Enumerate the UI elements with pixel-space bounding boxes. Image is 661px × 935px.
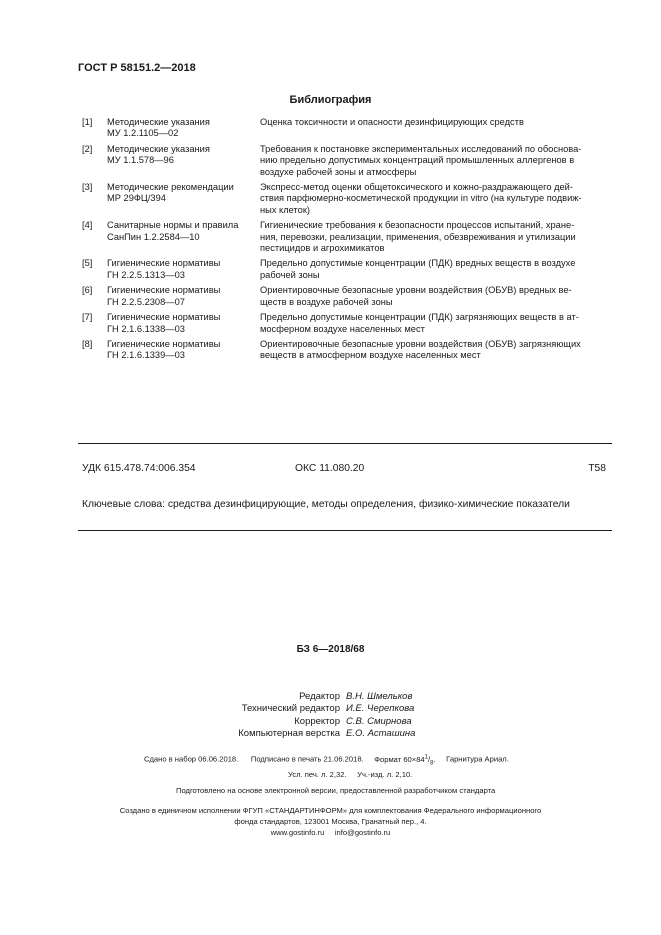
entry-description: Предельно допустимые концентрации (ПДК) вредных веществ в воздухе рабочей зоны <box>260 258 576 280</box>
entry-source: Гигиенические нормативы ГН 2.2.5.1313—03 <box>107 258 221 280</box>
print-info-line1: Сдано в набор 06.06.2018. Подписано в печать 21.06.2018. Формат $60\times 84^1/_8$. Гарнитура Ариал. <box>144 754 509 767</box>
bibliography-title: Библиография <box>289 94 372 106</box>
credits <box>218 691 415 741</box>
publisher-website[interactable]: www.gostinfo.ru <box>270 828 325 837</box>
bibliography-entry <box>82 117 610 140</box>
entry-source: Гигиенические нормативы ГН 2.1.6.1338—03 <box>107 312 221 334</box>
bibliography-list <box>82 117 610 362</box>
entry-source: Гигиенические нормативы ГН 2.1.6.1339—03 <box>107 338 221 361</box>
document-header: ГОСТ Р 58151.2—2018 <box>78 62 196 74</box>
credit-layout: Компьютерная верстка Е.О. Асташина <box>238 728 416 740</box>
print-info-line2: Усл. печ. л. 2,32. Уч.-изд. л. 2,10. <box>288 770 413 780</box>
entry-number: [1] <box>82 117 93 127</box>
publisher-email[interactable]: info@gostinfo.ru <box>334 828 391 837</box>
entry-source: Санитарные нормы и правила СанПин 1.2.2584—10 <box>107 220 239 242</box>
entry-description: Предельно допустимые концентрации (ПДК) загрязняющих веществ в ат- мосферном воздухе населенных мест <box>260 312 579 334</box>
credit-proofreader: Корректор С.В. Смирнова <box>294 715 412 727</box>
bibliography-entry <box>82 220 610 254</box>
bibliography-entry <box>82 339 610 362</box>
bibliography-entry <box>82 258 610 281</box>
publisher-info: Создано в единичном исполнении ФГУП «СТАНДАРТИНФОРМ» для комплектования Федерального информационного фонда стандартов, 123001 Москва, Гранатный пер., 4. www.gostinfo.ru info@gostinfo.ru <box>119 806 542 837</box>
credit-tech-editor: Технический редактор И.Е. Черепкова <box>241 703 415 715</box>
entry-number: [2] <box>82 143 93 154</box>
bz-number: БЗ 6—2018/68 <box>296 644 365 655</box>
credit-editor: Редактор В.Н. Шмельков <box>299 691 413 702</box>
format-info: Формат $60\times 84^1/_8$. <box>374 754 436 767</box>
entry-number: [4] <box>82 220 93 231</box>
entry-description: Ориентировочные безопасные уровни воздействия (ОБУВ) загрязняющих веществ в атмосферном воздухе населенных мест <box>260 338 581 361</box>
bibliography-entry <box>82 312 610 335</box>
entry-source: Методические указания МУ 1.1.578—96 <box>107 143 210 166</box>
entry-number: [5] <box>82 258 93 269</box>
bibliography-entry <box>82 182 610 216</box>
bibliography-entry <box>82 285 610 308</box>
entry-number: [6] <box>82 285 93 296</box>
print-info <box>144 752 614 780</box>
entry-number: [3] <box>82 182 93 193</box>
entry-description: Требования к постановке экспериментальных исследований по обоснова- нию предельно допустимых концентраций промышленных аллергенов в воздухе рабочей зоны и атмосферы <box>260 143 582 177</box>
entry-description: Оценка токсичности и опасности дезинфицирующих средств <box>260 117 524 127</box>
entry-source: Методические указания МУ 1.2.1105—02 <box>107 117 210 139</box>
oks-code: ОКС 11.080.20 <box>295 463 365 474</box>
entry-source: Методические рекомендации МР 29ФЦ/394 <box>107 182 234 204</box>
entry-number: [8] <box>82 338 93 349</box>
bottom-divider <box>78 530 612 531</box>
entry-number: [7] <box>82 312 93 323</box>
entry-source: Гигиенические нормативы ГН 2.2.5.2308—07 <box>107 285 221 307</box>
prepared-note: Подготовлено на основе электронной версии, предоставленной разработчиком стандарта <box>176 786 496 795</box>
entry-description: Ориентировочные безопасные уровни воздействия (ОБУВ) вредных ве- ществ в воздухе рабочей зоны <box>260 285 572 307</box>
entry-description: Экспресс-метод оценки общетоксического и кожно-раздражающего дей- ствия парфюмерно-косметической продукции in vitro (на культуре подвиж- ных клеток) <box>260 182 582 215</box>
entry-description: Гигиенические требования к безопасности процессов испытаний, хране- ния, перевозки, реализации, применения, обезвреживания и утилизации пестицидов и агрохимикатов <box>260 220 576 254</box>
classification-code: Т58 <box>588 463 606 474</box>
top-divider <box>78 443 612 444</box>
bibliography-entry <box>82 144 610 178</box>
udk-code: УДК 615.478.74:006.354 <box>82 463 196 474</box>
keywords: Ключевые слова: средства дезинфицирующие, методы определения, физико-химические показатели <box>82 499 570 510</box>
